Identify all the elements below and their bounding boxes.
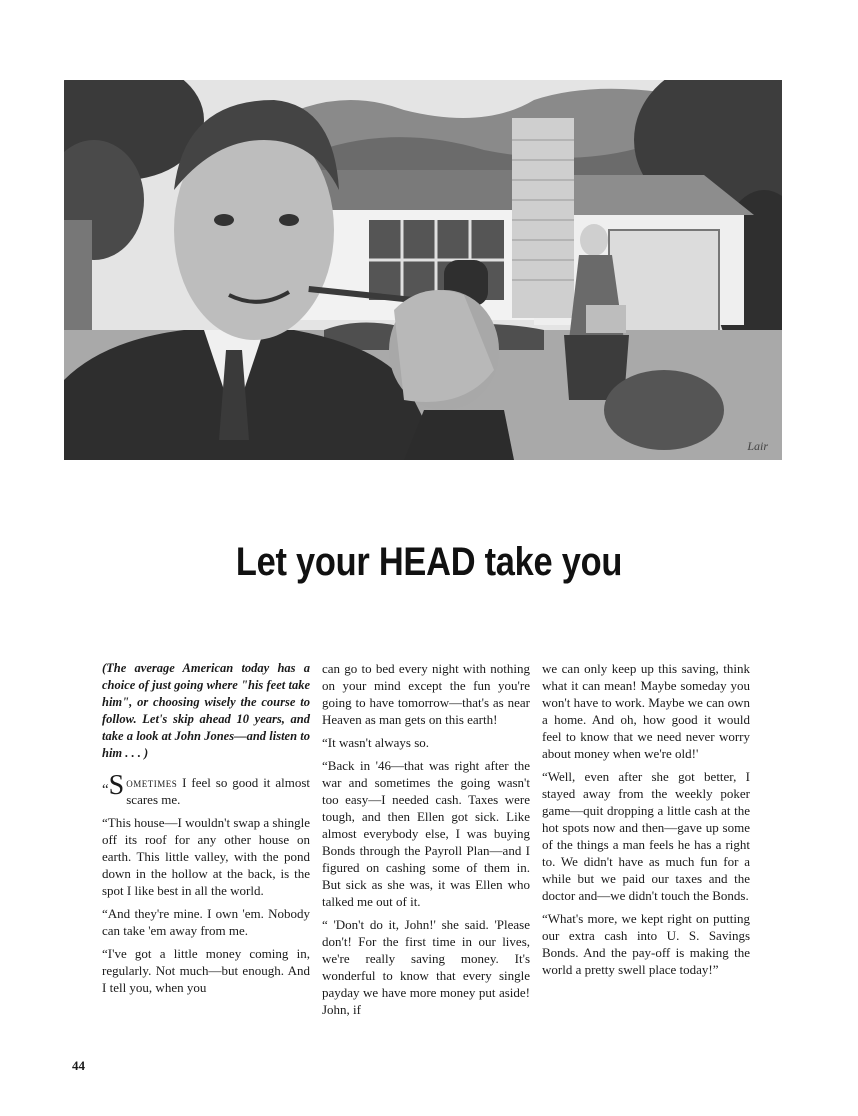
paragraph: “And they're mine. I own 'em. Nobody can take 'em away from me.	[102, 906, 310, 938]
lead-smallcaps: ometimes	[126, 775, 178, 790]
paragraph: “I've got a little money coming in, regularly. Not much—but enough. And I tell you, when you	[102, 946, 310, 995]
article-column-3	[542, 660, 750, 984]
paragraph: we can only keep up this saving, think what it can mean! Maybe someday you won't have to work. Maybe we can own a home. And oh, how good it would feel to know that we need never worry about money when we're old!'	[542, 661, 750, 761]
paragraph: “This house—I wouldn't swap a shingle off its roof for any other house on earth. This little valley, with the pond down in the hollow at the back, is the spot I like best in all the world.	[102, 815, 310, 898]
paragraph: “What's more, we kept right on putting our extra cash into U. S. Savings Bonds. And the pay-off is making the world a pretty swell place today!”	[542, 911, 750, 977]
paragraph: “Well, even after she got better, I stayed away from the weekly poker game—quit dropping a little cash at the hot spots now and then—gave up some of the things a man feels he has a right to. We didn't have as much fun for a while but we paid our taxes and the doctor and—we didn't touch the Bonds.	[542, 769, 750, 903]
paragraph: can go to bed every night with nothing on your mind except the fun you're going to have tomorrow—that's as near Heaven as man gets on this earth!	[322, 661, 530, 727]
intro-paragraph: (The average American today has a choice of just going where "his feet take him", or choosing wisely the course to follow. Let's skip ahead 10 years, and take a look at John Jones—and listen to him . . . )	[102, 661, 310, 760]
paragraph: “Back in '46—that was right after the war and sometimes the going wasn't too easy—I needed cash. Taxes were tough, and then Ellen got sick. Like almost everybody else, I was buying Bonds through the Payroll Plan—and I figured on cashing some of them in. But sick as she was, it was Ellen who talked me out of it.	[322, 758, 530, 909]
illustration-man-with-pipe-and-house	[64, 80, 782, 460]
paragraph: “It wasn't always so.	[322, 735, 430, 750]
page-number: 44	[72, 1058, 85, 1073]
article-column-1	[102, 660, 310, 1002]
drop-cap: “S	[102, 770, 125, 801]
article-column-2	[322, 660, 530, 1024]
artist-signature: Lair	[747, 439, 768, 453]
paragraph: “ 'Don't do it, John!' she said. 'Please don't! For the first time in our lives, we're really saving money. It's wonderful to know that every single payday we have more money put aside! John, if	[322, 917, 530, 1017]
headline: Let your HEAD take you	[235, 540, 623, 584]
lead-paragraph	[102, 770, 310, 808]
lead-text: I feel so good it almost scares me.	[126, 775, 310, 807]
